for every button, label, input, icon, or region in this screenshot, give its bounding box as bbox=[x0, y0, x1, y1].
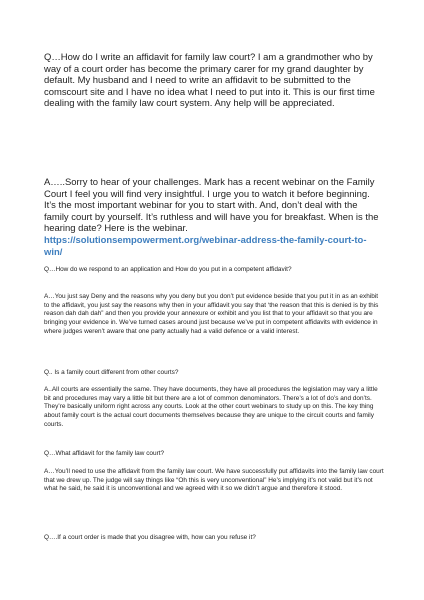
answer-1 bbox=[44, 177, 382, 258]
answer-3: A..All courts are essentially the same. They have documents, they have all procedures the legislation may vary a little bit and procedures may vary a little bit but there are a lot of common denominators. There’s a lot of do’s and don’ts. They’re basically uniform right across any courts. Look at the other court webinars to study up on this. The key thing about family court is the actual court documents themselves because they are unique to the circuit courts and family courts. bbox=[44, 386, 378, 428]
answer-4: A…You’ll need to use the affidavit from the family law court. We have successfully put affidavits into the family law court that we drew up. The judge will say things like “Oh this is very unconventional” He’s implying it’s not valid but it’s not what he said, he said it is unconventional and we agreed with it so we didn’t argue and therefore it stood. bbox=[44, 468, 384, 493]
webinar-link[interactable]: https://solutionsempowerment.org/webinar-address-the-family-court-to-win/ bbox=[44, 234, 367, 258]
question-4: Q…What affidavit for the family law court? bbox=[44, 450, 165, 457]
question-5: Q….If a court order is made that you disagree with, how can you refuse it? bbox=[44, 534, 256, 541]
answer-1-text: A…..Sorry to hear of your challenges. Mark has a recent webinar on the Family Court I feel you will find very insightful. I urge you to watch it before beginning. It’s the most important webinar for you to start with. And, don’t deal with the family court by yourself. It’s ruthless and will have you for breakfast. When is the hearing date? Here is the webinar. bbox=[44, 177, 379, 235]
question-1: Q…How do I write an affidavit for family law court? I am a grandmother who by way of a court order has become the primary carer for my grand daughter by default. My husband and I need to write an affidavit to be submitted to the comscourt site and I have no idea what I need to put into it. This is our first time dealing with the family law court system. Any help will be appreciated. bbox=[44, 52, 375, 110]
question-2: Q…How do we respond to an application and How do you put in a competent affidavit? bbox=[44, 266, 292, 273]
answer-2: A…You just say Deny and the reasons why you deny but you don’t put evidence beside that you put it in as an exhibit to the affidavit, you just say the reasons why then in your affidavit you say that ‘the reason that this is denied is by this reason dah dah dah” and then you provide your annexure or exhibit and you list that to your affidavit so that you are bringing your evidence in. We’ve turned cases around just because we’ve put in competent affidavits with evidence in where judges weren’t aware that one party actually had a valid defence or a valid interest. bbox=[44, 293, 379, 335]
question-3: Q.. Is a family court different from other courts? bbox=[44, 369, 179, 376]
